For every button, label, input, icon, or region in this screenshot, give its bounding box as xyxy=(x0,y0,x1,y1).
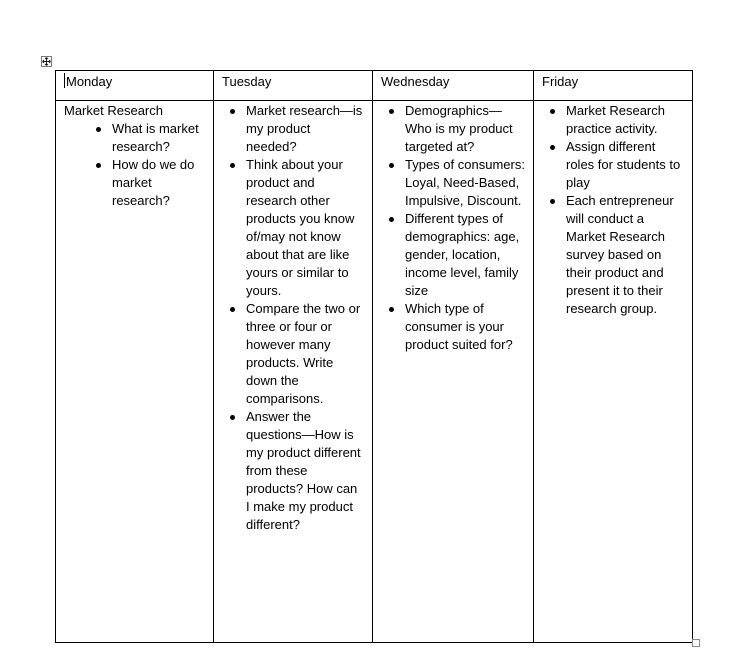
list-item: Answer the questions—How is my product different from these products? How can I make my product different? xyxy=(222,408,364,534)
wednesday-cell[interactable] xyxy=(373,101,534,643)
monday-title: Market Research xyxy=(64,103,163,118)
header-tuesday[interactable] xyxy=(214,71,373,101)
list-item: Different types of demographics: age, gender, location, income level, family size xyxy=(381,210,525,300)
tuesday-list xyxy=(222,102,364,534)
list-item: Demographics—Who is my product targeted at? xyxy=(381,102,525,156)
monday-list xyxy=(88,120,205,210)
header-wednesday-label: Wednesday xyxy=(381,74,450,89)
header-wednesday[interactable] xyxy=(373,71,534,101)
friday-cell[interactable] xyxy=(534,101,693,643)
header-monday-label: Monday xyxy=(66,74,113,89)
content-row xyxy=(56,101,693,643)
list-item: Which type of consumer is your product suited for? xyxy=(381,300,525,354)
table-move-handle-icon[interactable] xyxy=(41,56,52,67)
list-item: Assign different roles for students to play xyxy=(542,138,684,192)
header-tuesday-label: Tuesday xyxy=(222,74,272,89)
text-cursor xyxy=(64,73,65,88)
monday-cell[interactable] xyxy=(56,101,214,643)
header-monday[interactable] xyxy=(56,71,214,101)
header-friday[interactable] xyxy=(534,71,693,101)
list-item: What is market research? xyxy=(88,120,205,156)
list-item: Market research—is my product needed? xyxy=(222,102,364,156)
list-item: Each entrepreneur will conduct a Market Research survey based on their product and present it to their research group. xyxy=(542,192,684,318)
header-row xyxy=(56,71,693,101)
lesson-plan-table xyxy=(55,70,693,643)
list-item: Market Research practice activity. xyxy=(542,102,684,138)
header-friday-label: Friday xyxy=(542,74,579,89)
list-item: How do we do market research? xyxy=(88,156,205,210)
friday-list xyxy=(542,102,684,318)
list-item: Types of consumers: Loyal, Need-Based, Impulsive, Discount. xyxy=(381,156,525,210)
list-item: Compare the two or three or four or however many products. Write down the comparisons. xyxy=(222,300,364,408)
wednesday-list xyxy=(381,102,525,354)
table-resize-handle-icon[interactable] xyxy=(692,639,700,647)
list-item: Think about your product and research other products you know of/may not know about that are like yours or similar to yours. xyxy=(222,156,364,300)
tuesday-cell[interactable] xyxy=(214,101,373,643)
